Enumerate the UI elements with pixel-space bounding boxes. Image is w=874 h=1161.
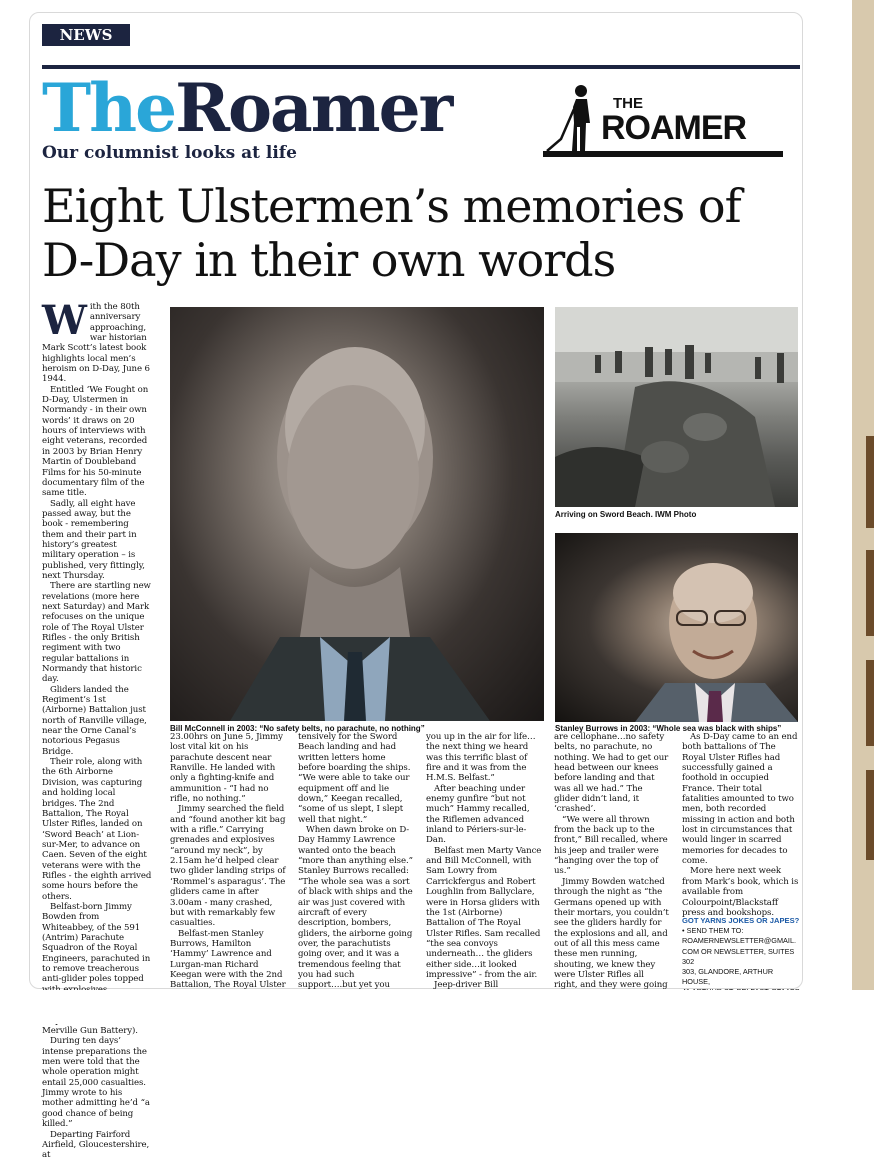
paragraph: Entitled ‘We Fought on D-Day, Ulstermen in Normandy - in their own words’ it draws on 20 hours of interviews with eight veterans, recorded in 2003 by Brian Henry Martin of Doubleband Films for his 50-minute documentary film of the same title. <box>42 384 149 499</box>
logo-roamer: ROAMER <box>601 109 747 147</box>
logo-the: THE <box>613 95 643 112</box>
article-column-2 <box>170 732 286 1001</box>
paragraph: As D-Day came to an end both battalions of The Royal Ulster Rifles had successfully gained a foothold in occupied France. Their total fatalities amounted to two men, both recorded missing in action and both lost in circumstances that would linger in scarred memories for decades to come. <box>682 732 798 867</box>
column-brand <box>42 68 451 148</box>
logo-bar <box>543 151 783 157</box>
contact-box <box>682 916 800 998</box>
contact-line[interactable]: ROAMERNEWSLETTER@GMAIL. <box>682 936 797 946</box>
paragraph: Jimmy searched the field and “found another kit bag with a rifle.” Carrying grenades and explosives “around my neck”, by 2.15am he’d helped clear two glider landing strips of ‘Rommel’s asparagus’. The gliders came in after 3.00am - many crashed, but with remarkably few casualties. <box>170 804 286 929</box>
paragraph: you up in the air for life…the next thing we heard was this terrific blast of fire and it was from the H.M.S. Belfast.” <box>426 732 536 784</box>
paragraph: “We were all thrown from the back up to the front,” Bill recalled, where his jeep and trailer were “hanging over the top of us.” <box>554 814 668 877</box>
paragraph: During ten days’ intense preparations the men were told that the whole operation might entail 25,000 casualties. Jimmy wrote to his mother admitting he’d “a good chance of being killed.” <box>42 1036 150 1130</box>
paragraph: Belfast men Marty Vance and Bill McConnell, with Sam Lowry from Carrickfergus and Robert Loughlin from Ballyclare, were in Horsa gliders with the 1st (Airborne) Battalion of The Royal Ulster Rifles. Sam recalled “the sea convoys underneath… the gliders either side…it looked impressive” - from the air. <box>426 845 542 980</box>
article-column-3 <box>298 732 414 1011</box>
paragraph: Gliders landed the Regiment’s 1st (Airborne) Battalion just north of Ranville village, near the Orne Canal’s notorious Pegasus Bridge. <box>42 684 147 757</box>
portrait-image <box>170 307 544 721</box>
photo-stanley-burrows <box>555 533 798 722</box>
bottom-margin <box>0 990 874 1024</box>
contact-line: • SEND THEM TO: <box>682 926 744 936</box>
paragraph: After beaching under enemy gunfire “but not much” Hammy recalled, the Riflemen advanced inland to Périers-sur-le-Dan. <box>426 783 530 846</box>
brand-the: The <box>42 69 176 147</box>
paragraph: Jeep-driver Bill <box>434 980 499 991</box>
beach-scene-image <box>555 307 798 507</box>
article-column-6 <box>682 732 800 918</box>
paragraph: are cellophane…no safety belts, no parachute, no nothing. We had to get our head between our knees before landing and that was all we had.” The glider didn’t land, it ‘crashed’. <box>554 732 669 815</box>
caption-beach: Arriving on Sword Beach. IWM Photo <box>555 510 697 519</box>
article-column-1 <box>42 297 152 1161</box>
contact-heading: GOT YARNS JOKES OR JAPES? <box>682 916 800 925</box>
photo-bill-mcconnell <box>170 307 544 721</box>
paragraph: 23.00hrs on June 5, Jimmy lost vital kit on his parachute descent near Ranville. He landed with only a fighting-knife and ammunition - “I had no rifle, no nothing.” <box>170 732 283 805</box>
paragraph: Jimmy Bowden watched through the night as “the Germans opened up with their mortars, you couldn’t see the gliders hardly for the explosions and all, and out of all this mess came these men running, shouting, we knew they were Ulster Rifles all right, and they were going <box>554 876 669 991</box>
headline: Eight Ulstermen’s memories of D-Day in their own words <box>42 179 741 287</box>
paragraph: There are startling new revelations (more here next Saturday) and Mark refocuses on the unique role of The Royal Ulster Rifles - the only British regiment with two regular battalions in Normandy that historic day. <box>42 581 151 685</box>
paragraph: Their role, along with the 6th Airborne Division, was capturing and holding local bridges. The 2nd Battalion, The Royal Ulster Rifles, landed on ‘Sword Beach’ at Lion-sur-Mer, to advance on Caen. Seven of the eight veterans were with the Rifles - the eighth arrived some hours before the others. <box>42 757 152 902</box>
newspaper-page <box>29 12 803 1161</box>
paragraph: Departing Fairford Airfield, Gloucestershire, at <box>42 1129 150 1161</box>
article-column-4 <box>426 732 542 1022</box>
adjacent-page-strip <box>852 0 874 990</box>
contact-line: COM OR NEWSLETTER, SUITES 302 <box>682 946 795 966</box>
photo-sword-beach <box>555 307 798 507</box>
paragraph: Belfast-men Stanley Burrows, Hamilton ‘Hammy’ Lawrence and Lurgan-man Richard Keegan were with the 2nd Battalion, The Royal Ulster <box>170 928 286 991</box>
tagline: Our columnist looks at life <box>42 143 297 163</box>
article-column-5 <box>554 732 670 1001</box>
contact-line: 303, GLANDORE, ARTHUR HOUSE, <box>682 967 774 987</box>
paragraph: ith the 80th anniversary approaching, war historian Mark Scott’s latest book highlights local men’s heroism on D-Day, June 6 1944. <box>42 302 150 385</box>
portrait-image-2 <box>555 533 798 722</box>
paragraph: Sadly, all eight have passed away, but the book - remembering them and their part in history’s greatest military operation – is published, very fittingly, next Thursday. <box>42 498 145 581</box>
brand-roamer: Roamer <box>175 69 452 147</box>
section-tag: NEWS <box>42 24 130 46</box>
paragraph: tensively for the Sword Beach landing and had written letters home before boarding the ships. “We were able to take our equipment off and lie down,” Keegan recalled, “some of us slept, I slept well that night.” <box>298 732 411 825</box>
paragraph: When dawn broke on D-Day Hammy Lawrence wanted onto the beach “more than anything else.” Stanley Burrows recalled: “The whole sea was a sort of black with ships and the air was just covered with aircraft of every description, bombers, gliders, the airborne going over, the parachutists going over, and it was a tremendous feeling that you had such support….but yet you <box>298 825 413 991</box>
roamer-logo <box>543 81 783 159</box>
paragraph: More here next week from Mark’s book, which is available from Colourpoint/Blackstaff press and bookshops. <box>682 866 799 918</box>
drop-cap: W <box>42 297 87 344</box>
caption-main: Bill McConnell in 2003: “No safety belts, no parachute, no nothing” <box>170 724 425 733</box>
caption-stanley: Stanley Burrows in 2003: “Whole sea was black with ships” <box>555 724 782 733</box>
paragraph: Belfast-born Jimmy Bowden from Whiteabbey, of the 591 (Antrim) Parachute Squadron of the Royal Engineers, parachuted in to remove treacherous anti-glider poles topped Merville Gun Battery). <box>42 901 151 1037</box>
walker-silhouette-icon <box>543 81 603 153</box>
